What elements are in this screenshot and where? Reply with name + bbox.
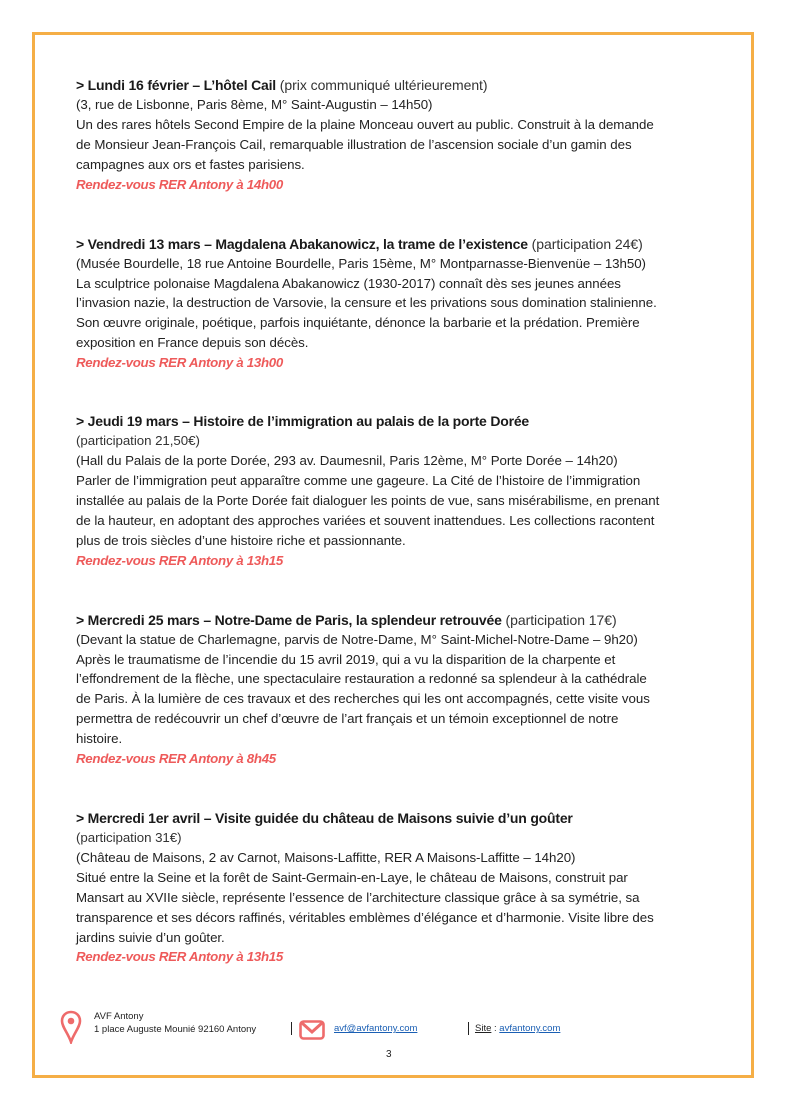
event-address: (Hall du Palais de la porte Dorée, 293 av. Daumesnil, Paris 12ème, M° Porte Dorée – 14h20) xyxy=(76,453,618,469)
site-separator: : xyxy=(491,1023,500,1034)
page-number: 3 xyxy=(386,1049,392,1060)
site-label: Site xyxy=(475,1023,492,1034)
organization-address: 1 place Auguste Mounié 92160 Antony xyxy=(94,1024,257,1035)
event-description-line: Parler de l’immigration peut apparaître comme une gageure. La Cité de l’histoire de l’immigration xyxy=(76,472,641,488)
event-description-line: l’invasion nazie, la destruction de Varsovie, la censure et les privations sous domination stalinienne. xyxy=(76,295,657,311)
event-rendezvous: Rendez-vous RER Antony à 13h15 xyxy=(76,552,283,568)
event-heading xyxy=(76,808,736,828)
event-address: (Château de Maisons, 2 av Carnot, Maisons-Laffitte, RER A Maisons-Laffitte – 14h20) xyxy=(76,849,576,865)
event-heading xyxy=(76,75,736,95)
event-address: (Devant la statue de Charlemagne, parvis de Notre-Dame, M° Saint-Michel-Notre-Dame – 9h20) xyxy=(76,631,638,647)
event-description-line: exposition en France depuis son décès. xyxy=(76,335,309,351)
email-link[interactable]: avf@avfantony.com xyxy=(334,1023,418,1034)
event-rendezvous: Rendez-vous RER Antony à 13h00 xyxy=(76,355,283,371)
event-description-line: Mansart au XVIIe siècle, représente l’essence de l’architecture classique grâce à sa symétrie, sa xyxy=(76,889,640,905)
event-item xyxy=(76,808,736,967)
event-title: > Lundi 16 février – L’hôtel Cail xyxy=(76,77,276,93)
event-rendezvous: Rendez-vous RER Antony à 14h00 xyxy=(76,176,283,192)
events-list xyxy=(76,75,736,1006)
event-description-line: de Paris. À la lumière de ces travaux et des recherches qui les ont accompagnés, cette visite vous xyxy=(76,691,650,707)
event-description-line: transparence et ses décors raffinés, véritables emblèmes d’élégance et d’harmonie. Visite libre des xyxy=(76,909,654,925)
event-price: (prix communiqué ultérieurement) xyxy=(275,77,488,93)
divider xyxy=(291,1022,292,1035)
event-rendezvous: Rendez-vous RER Antony à 8h45 xyxy=(76,751,276,767)
event-price: (participation 24€) xyxy=(527,235,643,252)
event-heading xyxy=(76,610,736,630)
event-description-line: installée au palais de la Porte Dorée fait dialoguer les points de vue, sans misérabilisme, en prenant xyxy=(76,492,660,508)
event-price: (participation 21,50€) xyxy=(76,433,200,449)
event-description-line: Après le traumatisme de l’incendie du 15 avril 2019, qui a vu la disparition de la charpente et xyxy=(76,651,616,667)
event-item xyxy=(76,411,736,570)
event-title: > Jeudi 19 mars – Histoire de l’immigration au palais de la porte Dorée xyxy=(76,413,530,430)
event-address: (Musée Bourdelle, 18 rue Antoine Bourdelle, Paris 15ème, M° Montparnasse-Bienvenüe – 13h50) xyxy=(76,255,646,271)
event-description-line: La sculptrice polonaise Magdalena Abakanowicz (1930-2017) connaît dès ses jeunes années xyxy=(76,275,621,291)
event-description-line: permettra de redécouvrir un chef d’œuvre de l’art français et un témoin exceptionnel de notre xyxy=(76,711,619,727)
event-item xyxy=(76,75,736,195)
event-heading xyxy=(76,234,736,254)
event-item xyxy=(76,234,736,374)
event-address: (3, rue de Lisbonne, Paris 8ème, M° Saint-Augustin – 14h50) xyxy=(76,97,433,112)
event-description-line: Son œuvre originale, poétique, parfois inquiétante, dénonce la barbarie et la prédation. Première xyxy=(76,315,640,331)
event-description-line: jardins suivie d’un goûter. xyxy=(76,929,225,945)
event-description-line: Situé entre la Seine et la forêt de Saint-Germain-en-Laye, le château de Maisons, construit par xyxy=(76,869,628,885)
event-description-line: Un des rares hôtels Second Empire de la plaine Monceau ouvert au public. Construit à la demande xyxy=(76,116,654,132)
organization-name: AVF Antony xyxy=(94,1011,144,1022)
footer xyxy=(58,1008,738,1048)
event-description-line: l’effondrement de la flèche, une spectaculaire restauration a redonné sa splendeur à la cathédrale xyxy=(76,671,647,687)
event-description-line: histoire. xyxy=(76,731,123,747)
event-rendezvous: Rendez-vous RER Antony à 13h15 xyxy=(76,949,283,965)
envelope-icon xyxy=(299,1020,325,1040)
website xyxy=(475,1023,560,1034)
event-description-line: de Monsieur Jean-François Cail, remarquable illustration de l’ascension sociale d’un gamin des xyxy=(76,136,632,152)
organization-info xyxy=(94,1010,256,1036)
event-item xyxy=(76,610,736,769)
map-pin-icon xyxy=(60,1010,82,1044)
event-description-line: plus de trois siècles d’une histoire riche et passionnante. xyxy=(76,532,406,548)
event-price: (participation 31€) xyxy=(76,830,182,846)
event-price: (participation 17€) xyxy=(501,611,617,628)
event-title: > Vendredi 13 mars – Magdalena Abakanowicz, la trame de l’existence xyxy=(76,235,528,252)
divider xyxy=(468,1022,469,1035)
event-description-line: campagnes aux ors et fastes parisiens. xyxy=(76,156,305,172)
event-description-line: de la hauteur, en adoptant des approches variées et souvent inattendues. Les collections racontent xyxy=(76,512,655,528)
event-title: > Mercredi 1er avril – Visite guidée du château de Maisons suivie d’un goûter xyxy=(76,810,573,827)
event-title: > Mercredi 25 mars – Notre-Dame de Paris, la splendeur retrouvée xyxy=(76,611,502,628)
website-link[interactable]: avfantony.com xyxy=(499,1023,561,1034)
event-heading xyxy=(76,411,736,431)
